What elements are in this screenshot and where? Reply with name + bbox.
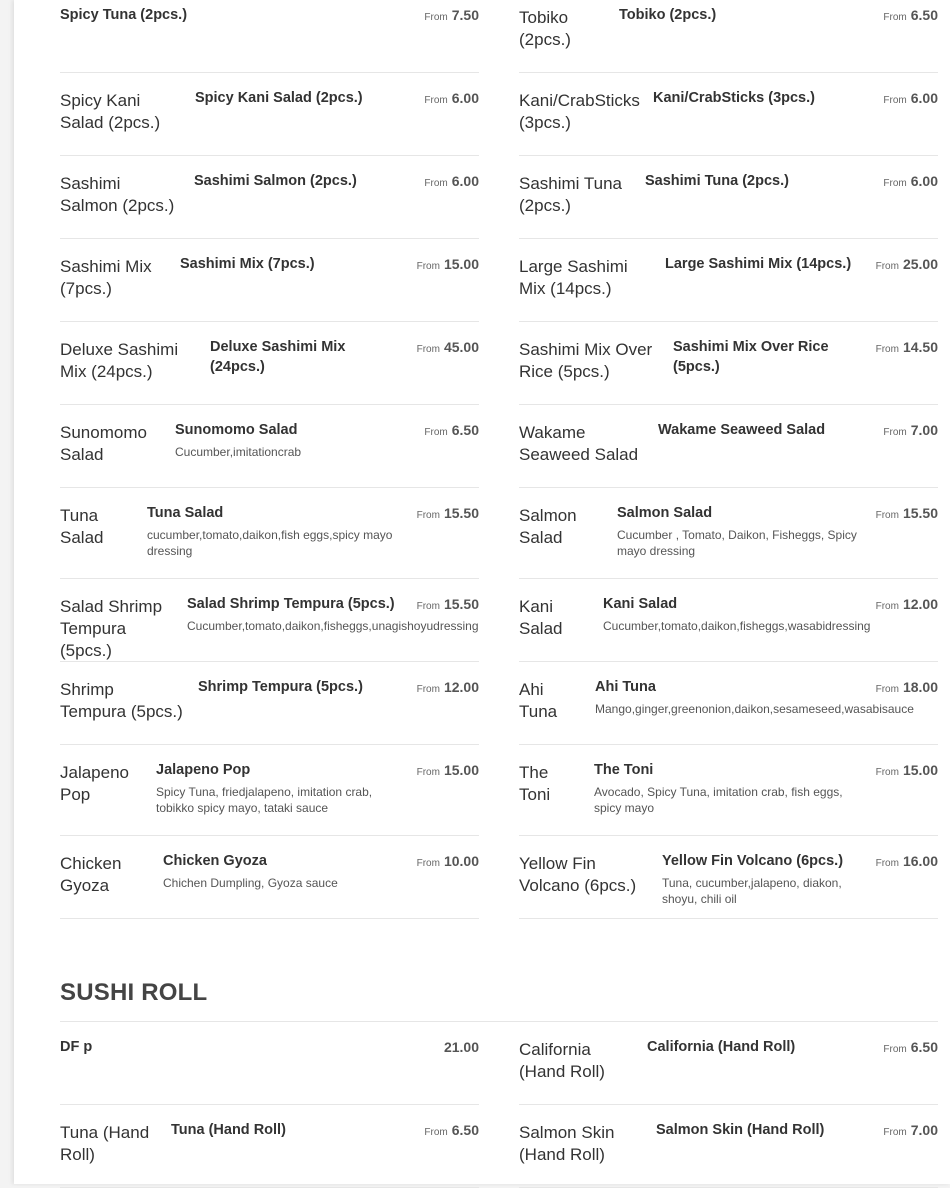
item-name[interactable]: Tuna Salad <box>147 505 224 521</box>
item-price <box>876 762 938 778</box>
price-from-label: From <box>883 178 907 189</box>
item-name[interactable]: Sashimi Mix (7pcs.) <box>180 256 315 272</box>
item-image[interactable]: Jalapeno Pop <box>60 763 130 804</box>
item-name[interactable]: Salmon Salad <box>617 505 713 521</box>
item-price <box>417 339 479 355</box>
item-price <box>876 256 938 272</box>
menu-item[interactable] <box>60 156 479 239</box>
menu-item[interactable] <box>60 1105 479 1188</box>
menu-item[interactable] <box>519 579 938 662</box>
item-info <box>60 1037 479 1057</box>
menu-item[interactable] <box>60 1022 479 1105</box>
menu-panel <box>14 0 950 1184</box>
item-name[interactable]: Sunomomo Salad <box>175 422 298 438</box>
item-name[interactable]: Kani/CrabSticks (3pcs.) <box>653 90 815 106</box>
item-price <box>417 853 479 869</box>
item-description: Chichen Dumpling, Gyoza sauce <box>163 876 338 890</box>
item-image[interactable]: Sashimi Tuna (2pcs.) <box>519 174 622 215</box>
price-from-label: From <box>883 12 907 23</box>
price-value: 7.50 <box>451 7 479 23</box>
price-value: 45.00 <box>443 339 479 355</box>
item-price <box>424 173 479 189</box>
item-image[interactable]: Ahi Tuna <box>519 680 558 721</box>
price-from-label: From <box>424 427 448 438</box>
menu-item[interactable] <box>519 745 938 836</box>
price-from-label: From <box>875 767 899 778</box>
item-image[interactable]: Deluxe Sashimi Mix (24pcs.) <box>60 340 179 381</box>
price-value: 25.00 <box>902 256 938 272</box>
item-price <box>417 256 479 272</box>
menu-item[interactable] <box>60 579 479 662</box>
price-from-label: From <box>416 261 440 272</box>
item-price <box>417 679 479 695</box>
price-value: 6.00 <box>451 173 479 189</box>
item-description: Tuna, cucumber,jalapeno, diakon, shoyu, chili oil <box>662 876 842 906</box>
item-name[interactable]: California (Hand Roll) <box>647 1039 796 1055</box>
item-image[interactable]: Kani Salad <box>519 597 563 638</box>
price-from-label: From <box>416 601 440 612</box>
item-price <box>876 679 938 695</box>
item-description: Spicy Tuna, friedjalapeno, imitation crab, tobikko spicy mayo, tataki sauce <box>156 785 373 815</box>
price-value: 15.50 <box>443 596 479 612</box>
price-value: 7.00 <box>910 422 938 438</box>
price-from-label: From <box>424 178 448 189</box>
price-from-label: From <box>883 1044 907 1055</box>
item-image[interactable]: Shrimp Tempura (5pcs.) <box>60 680 183 721</box>
item-name[interactable]: Sashimi Tuna (2pcs.) <box>645 173 789 189</box>
price-value: 6.50 <box>910 7 938 23</box>
item-price <box>883 422 938 438</box>
menu-item[interactable] <box>519 662 938 745</box>
item-price <box>417 505 479 521</box>
item-description: Cucumber,tomato,daikon,fisheggs,unagishoyudressing <box>187 619 479 633</box>
menu-item[interactable] <box>60 0 479 73</box>
menu-item[interactable] <box>60 73 479 156</box>
item-price <box>424 7 479 23</box>
item-image[interactable]: Salmon Salad <box>519 506 577 547</box>
item-image[interactable]: Salad Shrimp Tempura (5pcs.) <box>60 597 163 660</box>
item-image[interactable]: The Toni <box>519 763 551 804</box>
price-from-label: From <box>416 684 440 695</box>
item-name[interactable]: Sashimi Salmon (2pcs.) <box>194 173 357 189</box>
item-name[interactable]: Deluxe Sashimi Mix (24pcs.) <box>210 339 346 375</box>
menu-item[interactable] <box>519 0 938 73</box>
item-price <box>883 7 938 23</box>
price-value: 6.00 <box>910 173 938 189</box>
item-price <box>876 596 938 612</box>
item-name[interactable]: Jalapeno Pop <box>156 762 251 778</box>
price-value: 7.00 <box>910 1122 938 1138</box>
item-name[interactable]: Chicken Gyoza <box>163 853 267 869</box>
price-from-label: From <box>875 510 899 521</box>
menu-item[interactable] <box>519 1105 938 1188</box>
price-from-label: From <box>875 261 899 272</box>
price-value: 18.00 <box>902 679 938 695</box>
price-value: 15.00 <box>443 256 479 272</box>
item-description: cucumber,tomato,daikon,fish eggs,spicy mayo dressing <box>147 528 393 558</box>
item-name[interactable]: Salad Shrimp Tempura (5pcs.) <box>187 596 395 612</box>
item-description: Mango,ginger,greenonion,daikon,sesameseed,wasabisauce <box>595 702 914 716</box>
item-price <box>883 1039 938 1055</box>
menu-grid <box>60 0 938 919</box>
menu-item[interactable] <box>60 322 479 405</box>
item-info <box>60 5 479 25</box>
menu-item[interactable] <box>60 836 479 919</box>
menu-item[interactable] <box>60 239 479 322</box>
item-name[interactable]: Wakame Seaweed Salad <box>658 422 826 438</box>
item-price <box>417 762 479 778</box>
price-from-label: From <box>883 427 907 438</box>
item-name[interactable]: Spicy Tuna (2pcs.) <box>60 7 188 23</box>
item-price <box>883 1122 938 1138</box>
item-image[interactable]: Kani/CrabSticks (3pcs.) <box>519 91 640 132</box>
sushi-roll-grid <box>60 1022 938 1188</box>
item-image[interactable]: California (Hand Roll) <box>519 1040 605 1081</box>
price-from-label: From <box>424 12 448 23</box>
item-price <box>876 505 938 521</box>
item-image[interactable]: Tuna Salad <box>60 506 104 547</box>
price-from-label: From <box>416 344 440 355</box>
item-image[interactable]: Sashimi Mix (7pcs.) <box>60 257 152 298</box>
item-name[interactable]: Spicy Kani Salad (2pcs.) <box>195 90 363 106</box>
item-image[interactable]: Sashimi Mix Over Rice (5pcs.) <box>519 340 653 381</box>
item-image[interactable]: Chicken Gyoza <box>60 854 122 895</box>
price-value: 15.00 <box>902 762 938 778</box>
price-from-label: From <box>416 858 440 869</box>
price-from-label: From <box>875 858 899 869</box>
menu-item[interactable] <box>519 488 938 579</box>
price-value: 6.50 <box>451 422 479 438</box>
menu-item[interactable] <box>60 745 479 836</box>
price-value: 12.00 <box>443 679 479 695</box>
item-price <box>424 1122 479 1138</box>
price-value: 6.00 <box>910 90 938 106</box>
price-value: 6.00 <box>451 90 479 106</box>
price-from-label: From <box>883 1127 907 1138</box>
price-value: 12.00 <box>902 596 938 612</box>
item-name[interactable]: Kani Salad <box>603 596 678 612</box>
item-description: Cucumber,tomato,daikon,fisheggs,wasabidressing <box>603 619 871 633</box>
item-price <box>424 422 479 438</box>
price-value: 15.00 <box>443 762 479 778</box>
item-name[interactable]: Tuna (Hand Roll) <box>171 1122 286 1138</box>
item-name[interactable]: DF p <box>60 1039 93 1055</box>
menu-item[interactable] <box>60 488 479 579</box>
item-image[interactable]: Large Sashimi Mix (14pcs.) <box>519 257 628 298</box>
price-value: 6.50 <box>451 1122 479 1138</box>
menu-item[interactable] <box>519 73 938 156</box>
price-value: 10.00 <box>443 853 479 869</box>
item-price <box>417 596 479 612</box>
item-price <box>883 90 938 106</box>
price-from-label: From <box>424 1127 448 1138</box>
item-name[interactable]: Shrimp Tempura (5pcs.) <box>198 679 363 695</box>
item-price <box>444 1039 479 1055</box>
menu-item[interactable] <box>519 239 938 322</box>
section-title: SUSHI ROLL <box>60 979 208 1006</box>
price-from-label: From <box>875 601 899 612</box>
item-image[interactable]: Sunomomo Salad <box>60 423 147 464</box>
price-value: 16.00 <box>902 853 938 869</box>
item-name[interactable]: Large Sashimi Mix (14pcs.) <box>665 256 852 272</box>
item-image[interactable]: Spicy Kani Salad (2pcs.) <box>60 91 161 132</box>
price-from-label: From <box>875 344 899 355</box>
price-value: 21.00 <box>443 1039 479 1055</box>
menu-item[interactable] <box>519 1022 938 1105</box>
item-price <box>876 853 938 869</box>
item-image[interactable]: Tobiko (2pcs.) <box>519 8 571 49</box>
item-description: Cucumber , Tomato, Daikon, Fisheggs, Spicy mayo dressing <box>617 528 857 558</box>
item-description: Avocado, Spicy Tuna, imitation crab, fish eggs, spicy mayo <box>594 785 843 815</box>
item-name[interactable]: Sashimi Mix Over Rice (5pcs.) <box>673 339 829 375</box>
item-image[interactable]: Yellow Fin Volcano (6pcs.) <box>519 854 637 895</box>
price-from-label: From <box>883 95 907 106</box>
item-price <box>876 339 938 355</box>
item-description: Cucumber,imitationcrab <box>175 445 302 459</box>
menu-item[interactable] <box>60 405 479 488</box>
price-value: 14.50 <box>902 339 938 355</box>
item-name[interactable]: Salmon Skin (Hand Roll) <box>656 1122 825 1138</box>
menu-item[interactable] <box>60 662 479 745</box>
price-from-label: From <box>875 684 899 695</box>
item-name[interactable]: Tobiko (2pcs.) <box>619 7 717 23</box>
menu-item[interactable] <box>519 156 938 239</box>
item-name[interactable]: The Toni <box>594 762 654 778</box>
item-image[interactable]: Tuna (Hand Roll) <box>60 1123 150 1164</box>
item-image[interactable]: Sashimi Salmon (2pcs.) <box>60 174 175 215</box>
price-from-label: From <box>416 767 440 778</box>
menu-item[interactable] <box>519 405 938 488</box>
item-name[interactable]: Yellow Fin Volcano (6pcs.) <box>662 853 844 869</box>
menu-item[interactable] <box>519 836 938 919</box>
price-value: 15.50 <box>902 505 938 521</box>
price-value: 6.50 <box>910 1039 938 1055</box>
item-price <box>883 173 938 189</box>
price-from-label: From <box>416 510 440 521</box>
item-image[interactable]: Salmon Skin (Hand Roll) <box>519 1123 615 1164</box>
item-name[interactable]: Ahi Tuna <box>595 679 656 695</box>
price-from-label: From <box>424 95 448 106</box>
price-value: 15.50 <box>443 505 479 521</box>
item-image[interactable]: Wakame Seaweed Salad <box>519 423 639 464</box>
item-price <box>424 90 479 106</box>
menu-item[interactable] <box>519 322 938 405</box>
